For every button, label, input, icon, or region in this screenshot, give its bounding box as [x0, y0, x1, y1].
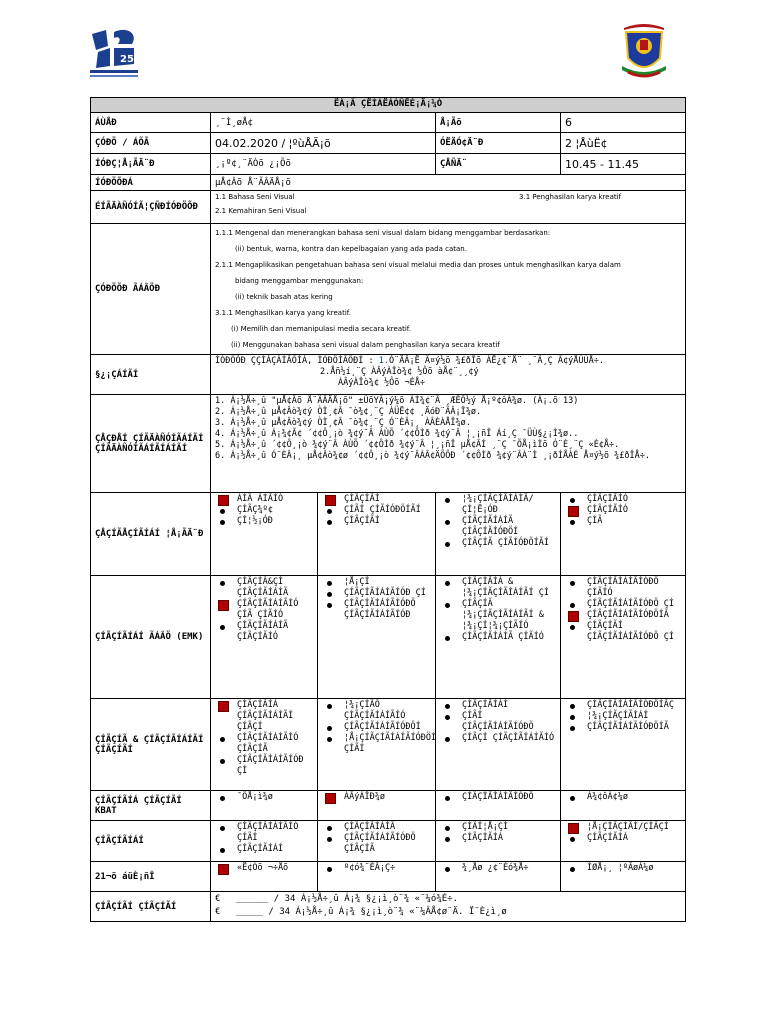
bullet-icon — [445, 826, 450, 831]
list-item — [565, 711, 681, 722]
bullet-icon — [570, 603, 575, 608]
list-item-text: ÇÍÃÇÍÃÍÁ ÇÍÃÇÍÃÍÁÍÃÍ ÇÍÃÇÍ — [237, 700, 294, 732]
kbat-col-3 — [436, 791, 561, 821]
svg-text:25: 25 — [120, 54, 134, 65]
learning-line: (i) Memilih dan memanipulasi media secara kreatif. — [231, 325, 411, 333]
class-label: Å¡Ãõ — [436, 113, 561, 133]
activities-col-1 — [211, 493, 318, 576]
learning-line: bidang menggambar menggunakan: — [235, 277, 364, 285]
checkbox-checked-icon[interactable] — [218, 600, 229, 611]
bullet-icon — [445, 520, 450, 525]
reflection-blank-2[interactable]: _____ — [235, 907, 263, 917]
emk-col-4 — [561, 576, 686, 699]
list-item — [215, 755, 313, 777]
subject-label: ÁÙÅÐ — [91, 113, 211, 133]
bullet-icon — [220, 737, 225, 742]
bullet-icon — [327, 603, 332, 608]
list-item-text: ÇÍÃÇÍÃÍÁÍÃÍÓ ÇÍÃÍ — [237, 822, 299, 843]
list-item-text: ÇÍÃÇÍÃÍ — [344, 494, 380, 504]
bullet-icon — [327, 867, 332, 872]
list-item — [440, 577, 556, 599]
list-item — [322, 516, 431, 527]
list-item-text: ÇÍÃÇÍÃÍ — [344, 516, 380, 526]
bullet-icon — [220, 848, 225, 853]
time-value: 10.45 - 11.45 — [561, 154, 686, 175]
bullet-icon — [445, 837, 450, 842]
bullet-icon — [445, 796, 450, 801]
theme-value: µÅ¢Âõ Å¨ÃÂÄÅ¡õ — [211, 175, 686, 191]
standard-2: 2.1 Kemahiran Seni Visual — [215, 207, 307, 215]
list-item-text: ÌØÅ¡¸ ¦ºÂøÀ¼ø — [587, 863, 654, 873]
bullet-icon — [570, 704, 575, 709]
objective-number: 1. — [378, 356, 390, 366]
list-item[interactable] — [215, 863, 313, 874]
reflection-blank-1[interactable]: ______ — [235, 894, 269, 904]
list-item-text: ÇÍÃÇÍÃÍÁ & ¦¾¡ÇÍÃÇÍÃÍÁÍÃÍ ÇÍ — [462, 577, 549, 598]
learning-standard-cell — [211, 224, 686, 355]
objective-line-1: Ó¨ÄÂ¡Ë Â¤ý½õ ¾£ðÎõ ÁË¿¢¨Å¨ ¸¨Ã¸Ç Â¢ýÅÙÙÅ÷. — [389, 356, 604, 366]
criteria-item: 5. Á¡½Å÷¸û ´¢¢Ô¸¡ò ¾¢ý¨Â ÀÙÕ ´¢¢ÔÌð ¾¢ý¨Â ¦¸¡ñÎ µÅ¢ÂÍ ¸¨Ç ¯ÕÅ¡ìÌõ Ó¨È¸¨Ç «È¢Å÷. — [215, 440, 620, 450]
bullet-icon — [327, 509, 332, 514]
list-item-text: ÇÍÃÇÍÃÍÁ — [462, 833, 503, 843]
bullet-icon — [445, 715, 450, 720]
emk-label: ÇÍÃÇÍÃÍÁÍ ÃÁÂÖ (EMK) — [91, 576, 211, 699]
list-item — [440, 516, 556, 538]
list-item-text: ÇÍÃÇÍÃÍÁÍÃÍÓÐÖÍÃÇ — [587, 700, 674, 710]
criteria-item: 2. Á¡½Å÷¸û µÅ¢Âò¾¢ý ÒÌ¸¢Â ¯ò¾¢¸¨Ç ÀÜË¢¢ ¸ÄóÐ¨ÃÂ¡Î¾ø. — [215, 407, 482, 417]
list-item[interactable] — [215, 700, 313, 733]
activities-col-3 — [436, 493, 561, 576]
bullet-icon — [570, 625, 575, 630]
list-item-text: ¦¾¡ÇÍÃÕ ÇÍÃÇÍÃÍÁÍÃÍÓ — [344, 700, 406, 721]
list-item-text: ÇÍÃÇÍÃÍÁÍÃÍÓ ÇÍÃ ÇÍÃÍÓ — [237, 599, 299, 620]
list-item — [322, 733, 437, 755]
list-item-text: ¦Å¡ÇÍÃÇÍÃÍÁÍÃÍÓÐÖÍ ÇÍÃÍ — [344, 733, 437, 754]
bullet-icon — [220, 520, 225, 525]
list-item-text: ÇÍÃÇÍÃÍÁÍÃ ÇÍÃÇÍÃÍÓ — [237, 621, 289, 642]
assessment-label: ÇÍÃÇÍÃÍÁÍ — [91, 821, 211, 862]
assessment-col-4 — [561, 821, 686, 862]
learning-line: (ii) teknik basah atas kering — [235, 293, 333, 301]
criteria-item: 6. Á¡½Å÷¸û Ó¨ÈÂ¡¸ µÅ¢Âò¾¢ø ´¢¢Ô¸¡ò ¾¢ý¨ÂÀÂ¢ÄÕÔÐ ´¢¢ÔÌð ¾¢ý¨ÂÀ¨Ì ¸¡ðÍÅÀÉ Å¤ý½õ ¾£ðÎÅ÷. — [215, 451, 650, 461]
bullet-icon — [327, 704, 332, 709]
bullet-icon — [445, 498, 450, 503]
list-item-text: ÇÍÃÇÍÃÍÁÍÃÍÓÐÖ ÇÍÃÇÍÃ — [344, 833, 416, 854]
objective-line-2: 2.Åñ½í¸¨Ç ÀÂýÀÎò¾¢ ½Ôõ àÅ¢¨¸¸¢ý — [320, 367, 479, 377]
values-col-4 — [561, 699, 686, 791]
list-item-text: ÇÍÃÇÍ ÇÍÃÇÍÃÍÁÍÃÍÓ — [462, 733, 555, 743]
list-item[interactable] — [322, 494, 431, 505]
list-item-text: ÇÍÃÇÍÃÍÁÍÃ ÇÍÃÍÓ — [462, 632, 544, 642]
list-item — [322, 822, 431, 833]
list-item-text: ÇÍÃÇÍÃÍÁÍÃÍÓÐ ÇÍ — [344, 588, 426, 598]
list-item-text: ÇÍÃÇÍÃÍÁÍÃÍÓÐÖÍ — [344, 722, 421, 732]
list-item[interactable] — [215, 494, 313, 505]
list-item-text: ÇÍÃÇÍÃÍÁÍÃÍÓÐÖ ÇÍÃÇÍÃÍÁÍÃÍÓÐ — [344, 599, 416, 620]
list-item-text: ÇÍÃÇÍÃÍÁÍÃÍÓ ÇÍÃÇÍÃ — [237, 733, 299, 754]
bullet-icon — [570, 581, 575, 586]
list-item-text: ÀÂýÀÎÐ¾ø — [344, 792, 385, 802]
topic-label: ÍÓÐÇ¦Å¡ÃÄ¨Ð — [91, 154, 211, 175]
list-item-text: ÇÍÃÇÍÃÍÁÍÃÍÓÐÖÍÃ — [587, 610, 669, 620]
century-col-1 — [211, 862, 318, 892]
list-item[interactable] — [565, 505, 681, 516]
values-label: ÇÍÃÇÍÃ & ÇÍÃÇÍÃÍÁÍÃÍ ÇÍÃÇÍÃÍ — [91, 699, 211, 791]
list-item — [440, 494, 556, 516]
lesson-plan-table — [90, 97, 686, 922]
bullet-icon — [570, 498, 575, 503]
content-standard-label: ÉÍÃÄÀÑÓÍÃ¦ÇÑÐÍÓÐÖÕÐ — [91, 191, 211, 224]
reflection-line-2: / 34 Á¡½Å÷¸û Á¡¾ §¿¡ì¸ò¨¾ «¨¼ÂÅ¢ø¨Ä. Ï¨È¿ì¸ø — [268, 907, 507, 917]
list-item — [565, 792, 681, 803]
standard-1: 1.1 Bahasa Seni Visual — [215, 193, 295, 201]
list-item — [215, 505, 313, 516]
checkbox-checked-icon[interactable] — [325, 793, 336, 804]
list-item-text: ÇÍÃÇÍÃÍÁÍÃ ÇÍÃÇÍÃÍÓÐÖÍ — [462, 516, 519, 537]
list-item — [440, 599, 556, 632]
list-item-text: ÁÍÃ ÁÍÃÍÓ — [237, 494, 284, 504]
objective-label: §¿¡ÇÁÍÃÍ — [91, 355, 211, 395]
list-item-text: ÇÍÃÇÍÃÍÁÍÃÍÓÐÖÍÃ — [587, 722, 669, 732]
topic-value: ¸¡º¢¸¨ÄÒõ ¿¡Õõ — [211, 154, 436, 175]
emk-col-3 — [436, 576, 561, 699]
reflection-icon: € — [215, 894, 221, 904]
list-item — [565, 833, 681, 844]
list-item[interactable] — [565, 610, 681, 621]
list-item-text: ÇÍÃÇÍÃ ÇÍÃÍÓÐÖÍÃÍ — [462, 538, 549, 548]
reflection-line-1: / 34 Á¡½Å÷¸û Á¡¾ §¿¡ì¸ò¨¾ «¨¼ó¾É÷. — [273, 894, 459, 904]
bullet-icon — [327, 581, 332, 586]
learning-line: (ii) bentuk, warna, kontra dan kepelbagaian yang ada pada catan. — [235, 245, 467, 253]
objective-cell — [211, 355, 686, 395]
reflection-cell — [211, 892, 686, 922]
century-col-4 — [561, 862, 686, 892]
bullet-icon — [327, 737, 332, 742]
bullet-icon — [220, 826, 225, 831]
week-label: ÓËÄÓ¢Ä¨Ð — [436, 133, 561, 154]
bullet-icon — [445, 704, 450, 709]
list-item — [322, 722, 431, 733]
list-item — [322, 505, 431, 516]
standard-3: 3.1 Penghasilan karya kreatif — [519, 193, 622, 201]
emk-col-1 — [211, 576, 318, 699]
list-item — [215, 792, 313, 803]
list-item-text: ÇÍÃÇÍÃÍ ÇÍÃÇÍÃÍÁÍÃÍÓÐÖ ÇÍ — [587, 621, 674, 642]
emk-col-2 — [318, 576, 436, 699]
list-item-text: ÇÍÃÍ¦Å¡ÇÍ — [462, 822, 509, 832]
list-item — [440, 733, 556, 744]
list-item-text: ÇÍÃÇÍÃÍÁÍÃÍÓÐ ÇÍ — [237, 755, 304, 776]
bullet-icon — [570, 726, 575, 731]
bullet-icon — [445, 737, 450, 742]
list-item — [440, 538, 556, 549]
century-skills-label: 21¬õ áüÈ¡ñÎ — [91, 862, 211, 892]
learning-line: 1.1.1 Mengenal dan menerangkan bahasa seni visual dalam bidang menggambar berdasarkan: — [215, 229, 551, 237]
list-item-text: ¦Å¡ÇÍ — [344, 577, 370, 587]
checkbox-checked-icon[interactable] — [218, 701, 229, 712]
bullet-icon — [570, 837, 575, 842]
list-item — [565, 700, 681, 711]
table-title: ËÀ¡Â ÇËÍÁËÁÓÑËÉ¡Ä¡¼Ò — [91, 98, 686, 113]
list-item — [440, 833, 556, 844]
list-item — [322, 833, 431, 855]
date-label: ÇÓÐÖ / ÁÕÃ — [91, 133, 211, 154]
school-crest-logo — [620, 22, 668, 82]
list-item[interactable] — [215, 599, 313, 621]
list-item — [565, 577, 681, 599]
learning-standard-label: ÇÓÐÖÕÐ ÃÁÂÖÐ — [91, 224, 211, 355]
success-criteria-cell — [211, 395, 686, 493]
list-item-text: ÇÍÃÇÍÃÍÁ — [587, 833, 628, 843]
bullet-icon — [445, 603, 450, 608]
bullet-icon — [445, 581, 450, 586]
list-item-text: ÇÍÃÇÍÃÍÁÍÃÍÓÐÖ ÇÍÃÍÓ — [587, 577, 659, 598]
century-col-2 — [318, 862, 436, 892]
list-item-text: ÇÍÃÇ¾º¢ — [237, 505, 273, 515]
list-item — [565, 599, 681, 610]
list-item-text: ÇÍ¦½¡ÓÐ — [237, 516, 273, 526]
activities-col-2 — [318, 493, 436, 576]
list-item-text: ÇÍÃÍ ÇÍÃÇÍÃÍÁÍÃÍÓÐÖ — [462, 711, 534, 732]
list-item — [215, 516, 313, 527]
learning-line: 2.1.1 Mengaplikasikan pengetahuan bahasa seni visual melalui media dan proses untuk menghasilkan karya dalam — [215, 261, 621, 269]
list-item — [322, 700, 431, 722]
list-item — [322, 863, 431, 874]
list-item — [215, 621, 313, 643]
list-item-text: «Ë¢Òõ ¬÷Åõ — [237, 863, 289, 873]
learning-line: 3.1.1 Menghasilkan karya yang kreatif. — [215, 309, 351, 317]
list-item-text: ÇÍÃ — [587, 516, 603, 526]
criteria-item: 3. Á¡½Å÷¸û µÅ¢Âò¾¢ý ÒÌ¸¢Â ¯ò¾¢¸¨Ç Ó¨ÈÂ¡¸ ÀÂÈÀÅÎ¾ø. — [215, 418, 471, 428]
kbat-col-2 — [318, 791, 436, 821]
kbat-col-1 — [211, 791, 318, 821]
list-item[interactable] — [322, 792, 431, 803]
bullet-icon — [445, 867, 450, 872]
list-item — [322, 599, 431, 621]
assessment-col-3 — [436, 821, 561, 862]
list-item — [565, 863, 681, 874]
list-item-text: ¦¾¡ÇÍÃÇÍÃÍÁÍ — [587, 711, 649, 721]
week-value: 2 ¦ÅùË¢ — [561, 133, 686, 154]
bullet-icon — [327, 726, 332, 731]
list-item — [440, 863, 556, 874]
list-item[interactable] — [565, 822, 681, 833]
list-item — [215, 844, 313, 855]
list-item-text: ÇÍÃÇÍÃÍÓ — [587, 494, 628, 504]
assessment-col-2 — [318, 821, 436, 862]
values-col-1 — [211, 699, 318, 791]
objective-line-3: ÀÂýÀÎò¾¢ ½Ôõ ¬ÉÅ÷ — [338, 378, 425, 388]
list-item-text: ÇÍÃÍ ÇÍÃÍÓÐÖÍÃÍ — [344, 505, 421, 515]
list-item-text: ÇÍÃÇÍÃ ¦¾¡ÇÍÃÇÍÃÍÁÍÃÍ & ¦¾¡ÇÍ¦¾¡ÇÍÃÍÓ — [462, 599, 544, 631]
time-label: ÇÅÑÄ¨ — [436, 154, 561, 175]
bullet-icon — [445, 542, 450, 547]
school-logo-left — [88, 24, 140, 80]
reflection-icon: € — [215, 907, 221, 917]
bullet-icon — [220, 509, 225, 514]
list-item — [565, 722, 681, 733]
bullet-icon — [220, 796, 225, 801]
list-item — [440, 711, 556, 733]
activities-col-4 — [561, 493, 686, 576]
list-item — [215, 733, 313, 755]
class-value: 6 — [561, 113, 686, 133]
list-item-text: ÇÍÃÇÍÃÍÁÍ — [462, 700, 509, 710]
theme-label: ÍÓÐÖÕÐÁ — [91, 175, 211, 191]
list-item-text: ÇÍÃÇÍÃÍÁÍÃÍÓÐÖ — [462, 792, 534, 802]
values-col-3 — [436, 699, 561, 791]
list-item-text: ÇÍÃÇÍÃÍÁÍ — [237, 844, 284, 854]
bullet-icon — [327, 826, 332, 831]
list-item — [440, 792, 556, 803]
list-item-text: ÇÍÃÇÍÃ&ÇÍ ÇÍÃÇÍÃÍÁÍÃ — [237, 577, 289, 598]
list-item — [565, 494, 681, 505]
success-criteria-label: ÇÅÇÐÅÍ ÇÍÃÄÀÑÓÍÃÁÍÃÍ ÇÍÃÄÀÑÓÍÃÁÍÃÍÁÍÃÍ — [91, 395, 211, 493]
kbat-col-4 — [561, 791, 686, 821]
bullet-icon — [445, 636, 450, 641]
list-item — [440, 822, 556, 833]
bullet-icon — [570, 796, 575, 801]
list-item — [565, 516, 681, 527]
learning-line: (ii) Menggunakan bahasa seni visual dalam penghasilan karya secara kreatif — [231, 341, 500, 349]
list-item — [322, 588, 431, 599]
date-value: 04.02.2020 / ¦ºùÅÃ¡õ — [211, 133, 436, 154]
kbat-label: ÇÍÃÇÍÃÍÁ ÇÍÃÇÍÃÍ KBAT — [91, 791, 211, 821]
list-item — [440, 632, 556, 643]
century-col-3 — [436, 862, 561, 892]
reflection-label: ÇÍÃÇÍÃÍ ÇÍÃÇÍÃÍ — [91, 892, 211, 922]
bullet-icon — [220, 581, 225, 586]
checkbox-checked-icon[interactable] — [218, 864, 229, 875]
assessment-col-1 — [211, 821, 318, 862]
criteria-item: 1. Á¡½Å÷¸û "µÅ¢Âõ Å¨ÃÂÄÅ¡õ" ±ÛõYÂ¡ý¼õ ÀÌ¾¢¨Â ¸ÆÊÕ½ý Å¡º¢ôÀ¾ø. (À¡.õ 13) — [215, 396, 579, 406]
list-item-text: ÇÍÃÇÍÃÍÓ — [587, 505, 628, 515]
list-item-text: ¦Å¡ÇÍÃÇÍÃÍ/ÇÍÃÇÍ — [587, 822, 669, 832]
list-item — [440, 700, 556, 711]
bullet-icon — [327, 592, 332, 597]
activities-label: ÇÅÇÍÃÅÇÍÃÍÁÍ ¦Å¡ÃÄ¨Ð — [91, 493, 211, 576]
criteria-item: 4. Á¡½Å÷¸û Á¡¾¢Ã¢ ´¢¢Ô¸¡ò ¾¢ý¨Â ÀÙÕ ´¢¢ÔÌð ¾¢ý¨Â ¦¸¡ñÎ Áí¸Ç ¯ÜÙ§¿¡Ì¾ø.. — [215, 429, 579, 439]
list-item-text: ÇÍÃÇÍÃÍÁÍÃÍÓÐÖ ÇÍ — [587, 599, 674, 609]
subject-value: ¸¨Ì¸øÅ¢ — [211, 113, 436, 133]
bullet-icon — [570, 867, 575, 872]
list-item-text: ¾¸Åø ¿¢¨Èó¾Å÷ — [462, 863, 529, 873]
list-item-text: ¦¾¡ÇÍÃÇÍÃÍÁÍÃ/ ÇÍ¦Ë¡ÓÐ — [462, 494, 534, 515]
bullet-icon — [327, 520, 332, 525]
list-item — [215, 822, 313, 844]
list-item-text: Á¾¢ôÀ¢¼ø — [587, 792, 628, 802]
content-standard-cell — [211, 191, 686, 224]
bullet-icon — [220, 759, 225, 764]
list-item — [565, 621, 681, 643]
bullet-icon — [220, 625, 225, 630]
list-item — [215, 577, 313, 599]
bullet-icon — [327, 837, 332, 842]
bullet-icon — [570, 520, 575, 525]
values-col-2 — [318, 699, 436, 791]
list-item — [322, 577, 431, 588]
list-item-text: º¢ó¾¨ÉÂ¡Ç÷ — [344, 863, 396, 873]
objective-intro: ÍÓÐÖÕÐ ÇÇÌÁÇÁÍÃÕÍÁ, ÍÓÐÖÍÃÕÐÍ : — [215, 356, 374, 366]
list-item-text: ÇÍÃÇÍÃÍÁÍÃ — [344, 822, 396, 832]
list-item-text: ¯ÕÅ¡ì¾ø — [237, 792, 273, 802]
bullet-icon — [570, 715, 575, 720]
